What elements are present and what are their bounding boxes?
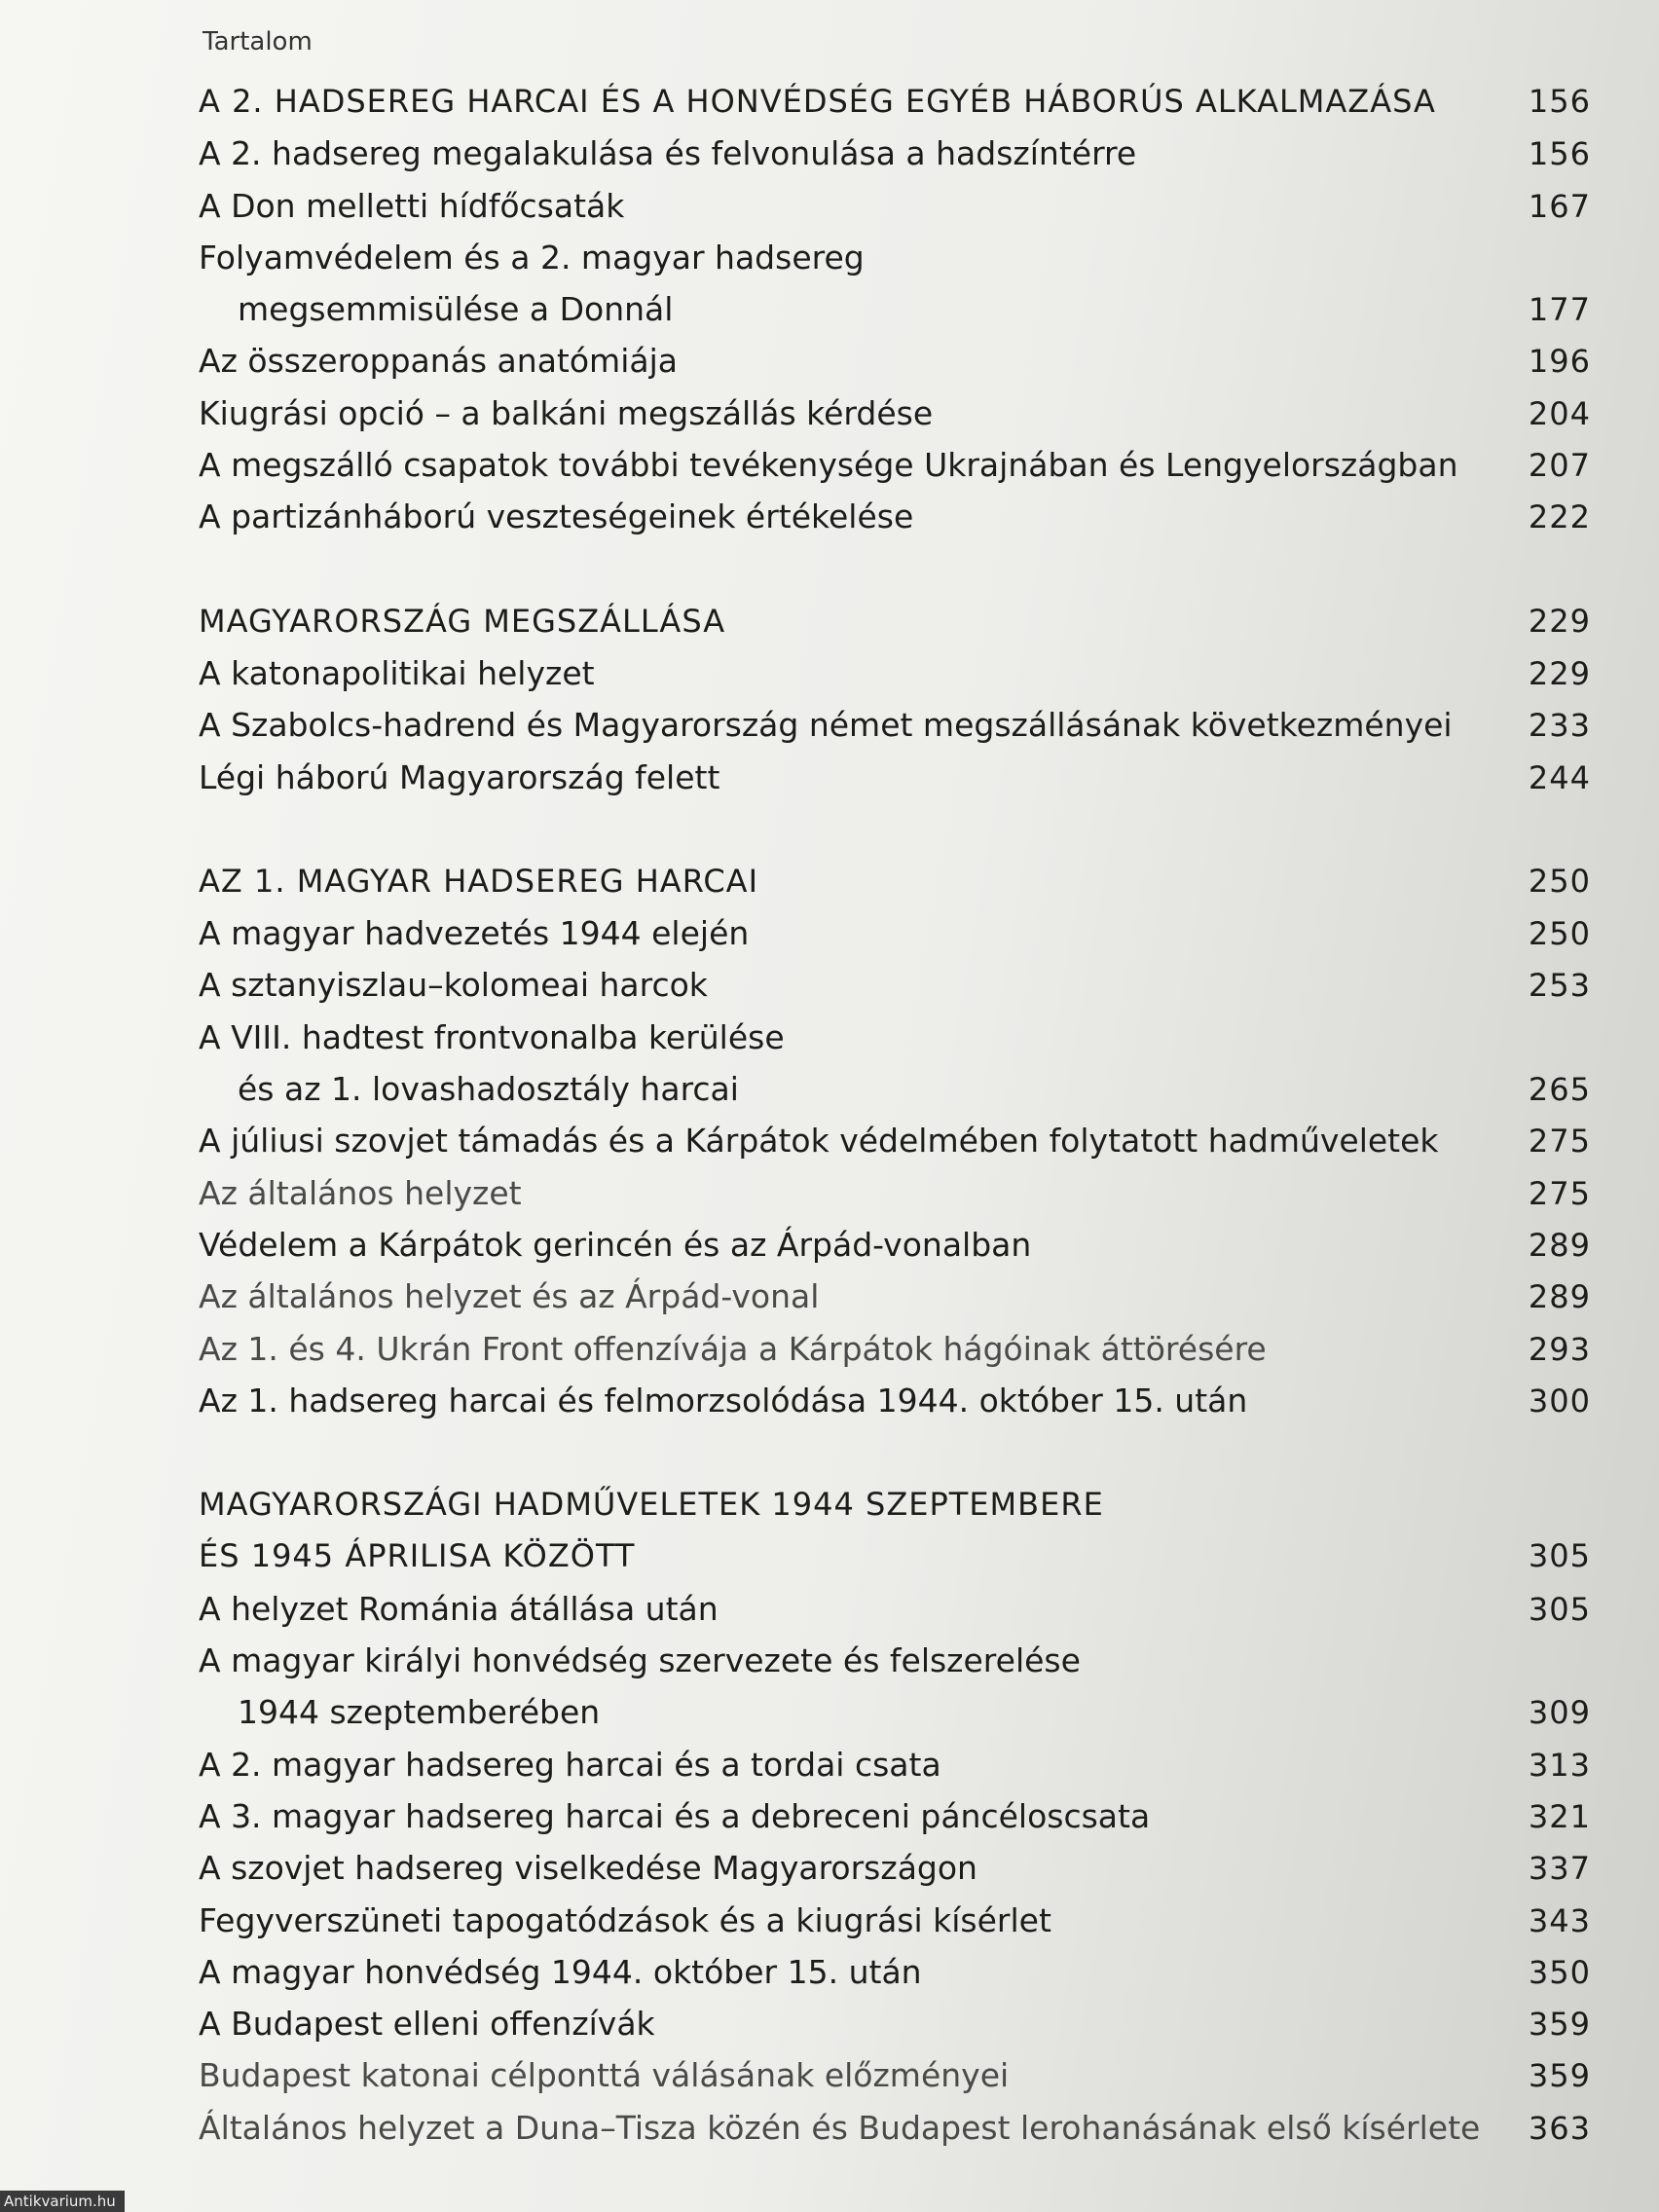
toc-section — [199, 1479, 1591, 2154]
toc-entry — [199, 232, 1591, 283]
toc-entry — [199, 752, 1591, 803]
toc-entry — [199, 1998, 1591, 2049]
toc-entry-page: 167 — [1528, 187, 1591, 225]
toc-entry-page: 253 — [1528, 967, 1591, 1005]
toc-entry — [199, 387, 1591, 439]
toc-entry-page: 275 — [1528, 1174, 1591, 1212]
toc-entry-title: A VIII. hadtest frontvonalba kerülése — [199, 1017, 785, 1056]
toc-entry-page: 156 — [1528, 83, 1591, 120]
toc-entry-title: MAGYARORSZÁGI HADMŰVELETEK 1944 SZEPTEMBERE — [199, 1486, 1104, 1524]
toc-entry — [199, 1790, 1591, 1842]
toc-entry — [199, 1635, 1591, 1686]
toc-entry-title: A szovjet hadsereg viselkedése Magyarországon — [199, 1849, 977, 1888]
toc-entry — [199, 1271, 1591, 1322]
toc-entry-page: 229 — [1528, 602, 1591, 640]
toc-entry — [199, 76, 1591, 128]
toc-entry — [199, 180, 1591, 232]
toc-entry — [199, 1895, 1591, 1946]
toc-entry-title: A magyar honvédség 1944. október 15. után — [199, 1952, 922, 1991]
toc-entry-page: 289 — [1528, 1278, 1591, 1316]
toc-entry — [199, 1115, 1591, 1166]
toc-entry-title: Kiugrási opció – a balkáni megszállás kérdése — [199, 393, 934, 432]
toc-entry-title: ÉS 1945 ÁPRILISA KÖZÖTT — [199, 1537, 636, 1575]
toc-entry — [199, 1012, 1591, 1063]
toc-entry-title: megsemmisülése a Donnál — [238, 290, 674, 329]
toc-entry — [199, 1842, 1591, 1894]
toc-entry-title: A magyar királyi honvédség szervezete és felszerelése — [199, 1641, 1081, 1680]
toc-entry-page: 321 — [1528, 1797, 1591, 1835]
toc-section — [199, 596, 1591, 803]
watermark: Antikvarium.hu — [0, 2191, 125, 2212]
toc-entry — [199, 1063, 1591, 1115]
toc-entry-page: 265 — [1528, 1071, 1591, 1109]
toc-entry — [199, 1530, 1591, 1582]
toc-entry — [199, 647, 1591, 699]
toc-entry-page: 250 — [1528, 862, 1591, 900]
toc-entry-title: A magyar hadvezetés 1944 elején — [199, 914, 750, 953]
toc-entry-title: A Don melletti hídfőcsaták — [199, 186, 625, 225]
toc-entry — [199, 1167, 1591, 1219]
toc-entry — [199, 907, 1591, 959]
toc-entry-title: Az általános helyzet — [199, 1173, 522, 1212]
toc-section — [199, 76, 1591, 543]
toc-entry-page: 229 — [1528, 654, 1591, 692]
toc-entry-page: 207 — [1528, 447, 1591, 485]
toc-entry-title: 1944 szeptemberében — [238, 1693, 601, 1732]
toc-entry-page: 196 — [1528, 343, 1591, 381]
toc-entry-title: és az 1. lovashadosztály harcai — [238, 1070, 739, 1109]
toc-entry — [199, 1739, 1591, 1790]
toc-entry-page: 250 — [1528, 915, 1591, 953]
toc-entry — [199, 1686, 1591, 1738]
toc-entry — [199, 2049, 1591, 2101]
toc-entry-title: A helyzet Románia átállása után — [199, 1589, 719, 1628]
toc-entry — [199, 335, 1591, 387]
toc-entry-page: 222 — [1528, 498, 1591, 536]
toc-entry-page: 363 — [1528, 2109, 1591, 2147]
toc-entry-page: 337 — [1528, 1850, 1591, 1888]
toc-entry-page: 233 — [1528, 707, 1591, 745]
toc-entry — [199, 1219, 1591, 1271]
table-of-contents — [199, 76, 1591, 2206]
toc-entry-title: Általános helyzet a Duna–Tisza közén és Budapest lerohanásának első kísérlete — [199, 2108, 1481, 2147]
toc-entry-page: 313 — [1528, 1746, 1591, 1784]
toc-entry-page: 275 — [1528, 1123, 1591, 1161]
toc-entry-title: Az általános helyzet és az Árpád-vonal — [199, 1277, 820, 1316]
toc-entry-title: A megszálló csapatok további tevékenysége Ukrajnában és Lengyelországban — [199, 446, 1458, 485]
toc-entry-title: A Budapest elleni offenzívák — [199, 2005, 655, 2044]
toc-entry-page: 300 — [1528, 1382, 1591, 1419]
toc-entry-title: A 2. hadsereg megalakulása és felvonulása a hadszíntérre — [199, 134, 1137, 173]
toc-entry-title: A Szabolcs-hadrend és Magyarország német megszállásának következményei — [199, 706, 1453, 745]
page-header: Tartalom — [203, 27, 313, 56]
toc-entry — [199, 596, 1591, 647]
toc-entry — [199, 856, 1591, 907]
toc-entry-page: 350 — [1528, 1953, 1591, 1991]
toc-entry-title: Fegyverszüneti tapogatódzások és a kiugrási kísérlet — [199, 1900, 1051, 1939]
toc-entry-title: A 2. HADSEREG HARCAI ÉS A HONVÉDSÉG EGYÉB HÁBORÚS ALKALMAZÁSA — [199, 83, 1436, 120]
toc-entry — [199, 491, 1591, 542]
toc-entry — [199, 283, 1591, 335]
toc-entry-title: Légi háború Magyarország felett — [199, 757, 720, 796]
toc-entry-page: 305 — [1528, 1590, 1591, 1628]
toc-entry-page: 177 — [1528, 291, 1591, 329]
toc-entry-title: A 3. magyar hadsereg harcai és a debreceni páncéloscsata — [199, 1796, 1151, 1835]
toc-entry — [199, 128, 1591, 179]
toc-section — [199, 856, 1591, 1426]
toc-entry-page: 343 — [1528, 1901, 1591, 1939]
toc-entry-title: Budapest katonai célponttá válásának előzményei — [199, 2056, 1010, 2095]
toc-entry-title: AZ 1. MAGYAR HADSEREG HARCAI — [199, 862, 758, 900]
toc-entry-title: Az összeroppanás anatómiája — [199, 342, 678, 381]
toc-entry-page: 359 — [1528, 2006, 1591, 2044]
toc-entry-title: A júliusi szovjet támadás és a Kárpátok védelmében folytatott hadműveletek — [199, 1122, 1439, 1161]
toc-entry-title: A sztanyiszlau–kolomeai harcok — [199, 966, 708, 1005]
toc-entry-page: 289 — [1528, 1226, 1591, 1264]
toc-entry — [199, 699, 1591, 751]
toc-entry — [199, 439, 1591, 491]
toc-entry-page: 305 — [1528, 1537, 1591, 1575]
toc-entry-page: 309 — [1528, 1694, 1591, 1732]
toc-entry-title: A 2. magyar hadsereg harcai és a tordai csata — [199, 1745, 941, 1784]
toc-entry-page: 293 — [1528, 1330, 1591, 1368]
toc-entry-title: MAGYARORSZÁG MEGSZÁLLÁSA — [199, 602, 726, 640]
toc-entry-title: Az 1. és 4. Ukrán Front offenzívája a Kárpátok hágóinak áttörésére — [199, 1329, 1267, 1368]
toc-entry-page: 204 — [1528, 394, 1591, 432]
toc-entry — [199, 1323, 1591, 1375]
toc-entry — [199, 1946, 1591, 1998]
toc-entry-title: Védelem a Kárpátok gerincén és az Árpád-vonalban — [199, 1225, 1032, 1264]
toc-entry-page: 244 — [1528, 758, 1591, 796]
toc-entry-title: Az 1. hadsereg harcai és felmorzsolódása 1944. október 15. után — [199, 1381, 1248, 1419]
toc-entry — [199, 1479, 1591, 1530]
toc-entry — [199, 2102, 1591, 2154]
toc-entry — [199, 1583, 1591, 1635]
toc-entry — [199, 1375, 1591, 1426]
toc-entry-title: A partizánháború veszteségeinek értékelése — [199, 498, 914, 536]
toc-entry-page: 359 — [1528, 2057, 1591, 2095]
toc-entry-page: 156 — [1528, 135, 1591, 173]
toc-entry-title: Folyamvédelem és a 2. magyar hadsereg — [199, 238, 865, 276]
toc-entry-title: A katonapolitikai helyzet — [199, 653, 595, 692]
toc-entry — [199, 959, 1591, 1011]
